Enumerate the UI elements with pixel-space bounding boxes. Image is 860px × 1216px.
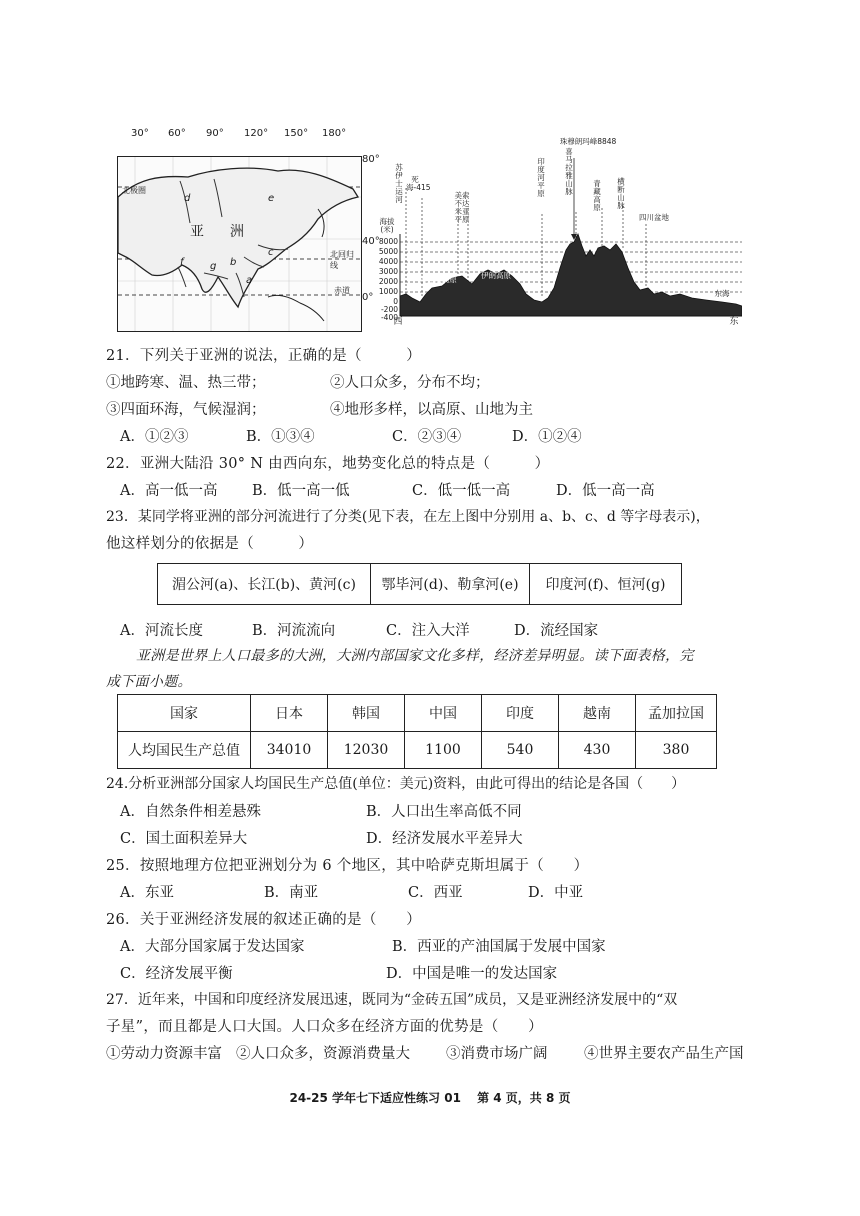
profile-feature-label: 喜马拉雅山脉 bbox=[565, 147, 573, 196]
table-cell: 12030 bbox=[328, 732, 405, 769]
q27-statement: ③消费市场广阔 bbox=[446, 1046, 548, 1062]
q24-stem: 24.分析亚洲部分国家人均国民生产总值(单位：美元)资料，由此可得出的结论是各国（ ） bbox=[106, 776, 686, 792]
lon-label: 150° bbox=[284, 128, 309, 139]
river-letter: e bbox=[268, 193, 275, 204]
table-row bbox=[118, 732, 717, 769]
section-intro-line2: 成下面小题。 bbox=[106, 674, 192, 690]
q22-option-c[interactable]: C．低一低一高 bbox=[412, 483, 511, 499]
q21-statement: ④地形多样，以高原、山地为主 bbox=[330, 402, 533, 418]
q24-option-a[interactable]: A．自然条件相差悬殊 bbox=[120, 804, 261, 820]
profile-feature-label: 印度河平原 bbox=[537, 157, 545, 198]
everest-label: 珠穆朗玛峰8848 bbox=[559, 137, 617, 146]
profile-region-label: 东海 bbox=[714, 289, 730, 298]
profile-tick: -400 bbox=[380, 313, 398, 322]
map-frame bbox=[117, 156, 362, 332]
page-footer: 24-25 学年七下适应性练习 01 第 4 页，共 8 页 bbox=[289, 1091, 571, 1105]
lon-label: 180° bbox=[322, 128, 347, 139]
q25-option-a[interactable]: A．东亚 bbox=[120, 885, 174, 901]
profile-feature-label: 苏伊士运河 bbox=[395, 163, 403, 204]
table-cell: 540 bbox=[482, 732, 559, 769]
profile-feature-label: 青藏高原 bbox=[593, 179, 601, 212]
profile-tick: 1000 bbox=[378, 287, 398, 296]
river-letter: c bbox=[268, 247, 274, 258]
profile-tick: 0 bbox=[393, 297, 398, 306]
q23-option-c[interactable]: C．注入大洋 bbox=[386, 623, 470, 639]
q22-stem: 22．亚洲大陆沿 30° N 由西向东，地势变化总的特点是（ ） bbox=[106, 456, 550, 472]
table-cell: 34010 bbox=[251, 732, 328, 769]
profile-region-label: 长江中下游平原 bbox=[655, 283, 709, 292]
table-cell: 日本 bbox=[251, 695, 328, 732]
q27-statement: ④世界主要农产品生产国 bbox=[584, 1046, 744, 1062]
profile-drawing bbox=[376, 138, 742, 328]
q21-statement: ②人口众多，分布不均； bbox=[330, 375, 490, 391]
q23-option-b[interactable]: B．河流流向 bbox=[252, 623, 336, 639]
table-cell: 越南 bbox=[559, 695, 636, 732]
asia-char-1: 亚 bbox=[190, 224, 204, 240]
gnp-table-header bbox=[118, 695, 717, 732]
profile-tick: 8000 bbox=[378, 237, 398, 246]
q24-option-d[interactable]: D．经济发展水平差异大 bbox=[366, 831, 523, 847]
q21-option-b[interactable]: B．①③④ bbox=[246, 429, 315, 445]
profile-tick: -200 bbox=[380, 305, 398, 314]
map-drawing bbox=[118, 157, 361, 331]
q24-option-b[interactable]: B．人口出生率高低不同 bbox=[366, 804, 522, 820]
table-cell: 韩国 bbox=[328, 695, 405, 732]
q25-option-c[interactable]: C．西亚 bbox=[408, 885, 463, 901]
lat-label: 40° bbox=[362, 236, 380, 247]
table-cell: 380 bbox=[636, 732, 717, 769]
river-group: 印度河(f)、恒河(g) bbox=[529, 564, 681, 604]
river-classification-table bbox=[157, 563, 682, 605]
east-label: 东 bbox=[729, 317, 739, 327]
lon-label: 60° bbox=[168, 128, 186, 139]
river-group: 鄂毕河(d)、勒拿河(e) bbox=[370, 564, 529, 604]
equator-label: 赤道 bbox=[334, 286, 350, 295]
q27-stem-line1: 27．近年来，中国和印度经济发展迅速，既同为“金砖五国”成员，又是亚洲经济发展中的“双 bbox=[106, 992, 678, 1008]
profile-region-label: 阿拉伯高原 bbox=[419, 275, 457, 284]
profile-axis-title: 海拔(米) bbox=[379, 217, 395, 234]
river-letter: g bbox=[210, 261, 217, 272]
river-group: 湄公河(a)、长江(b)、黄河(c) bbox=[172, 577, 356, 593]
lat-label: 80° bbox=[362, 154, 380, 165]
table-cell: 430 bbox=[559, 732, 636, 769]
q23-option-d[interactable]: D．流经国家 bbox=[514, 623, 599, 639]
west-label: 西 bbox=[393, 317, 403, 327]
q27-statement: ①劳动力资源丰富 bbox=[106, 1046, 222, 1062]
profile-tick: 4000 bbox=[378, 257, 398, 266]
q21-statement: ③四面环海，气候湿润； bbox=[106, 402, 266, 418]
q22-option-b[interactable]: B．低一高一低 bbox=[252, 483, 350, 499]
river-letter: d bbox=[184, 193, 191, 204]
table-cell: 国家 bbox=[118, 695, 251, 732]
profile-feature-label: 美索不达米亚平原 bbox=[454, 191, 470, 224]
profile-feature-label: 死海-415 bbox=[406, 175, 431, 192]
q24-option-c[interactable]: C．国土面积差异大 bbox=[120, 831, 248, 847]
lon-label: 90° bbox=[206, 128, 224, 139]
profile-feature-label: 横断山脉 bbox=[617, 177, 625, 210]
q21-stem: 21．下列关于亚洲的说法，正确的是（ ） bbox=[106, 348, 422, 364]
section-intro-line1: 亚洲是世界上人口最多的大洲，大洲内部国家文化多样，经济差异明显。读下面表格，完 bbox=[136, 648, 694, 664]
q26-option-d[interactable]: D．中国是唯一的发达国家 bbox=[386, 966, 558, 982]
q25-stem: 25．按照地理方位把亚洲划分为 6 个地区，其中哈萨克斯坦属于（ ） bbox=[106, 858, 589, 874]
profile-region-label: 伊朗高原 bbox=[481, 271, 511, 280]
q23-option-a[interactable]: A．河流长度 bbox=[120, 623, 203, 639]
q23-stem-line1: 23．某同学将亚洲的部分河流进行了分类(见下表，在左上图中分别用 a、b、c、d 等字母表示)， bbox=[106, 509, 710, 525]
table-cell: 人均国民生产总值 bbox=[118, 732, 251, 769]
terrain-profile bbox=[376, 138, 742, 328]
table-cell: 中国 bbox=[405, 695, 482, 732]
profile-tick: 2000 bbox=[378, 277, 398, 286]
q23-stem-line2: 他这样划分的依据是（ ） bbox=[106, 536, 314, 552]
arctic-circle-label: 北极圈 bbox=[122, 186, 146, 195]
q26-option-c[interactable]: C．经济发展平衡 bbox=[120, 966, 233, 982]
q27-stem-line2: 子星”，而且都是人口大国。人口众多在经济方面的优势是（ ） bbox=[106, 1019, 543, 1035]
lat-label: 0° bbox=[362, 292, 374, 303]
q26-option-a[interactable]: A．大部分国家属于发达国家 bbox=[120, 939, 305, 955]
lon-label: 120° bbox=[244, 128, 269, 139]
q21-option-d[interactable]: D．①②④ bbox=[512, 429, 582, 445]
river-letter: b bbox=[230, 257, 237, 268]
profile-feature-label: 四川盆地 bbox=[639, 213, 669, 222]
river-letter: f bbox=[180, 257, 184, 268]
tropic-label: 北回归线 bbox=[330, 250, 354, 270]
gnp-table bbox=[117, 694, 717, 769]
profile-tick: 3000 bbox=[378, 267, 398, 276]
q21-statement: ①地跨寒、温、热三带； bbox=[106, 375, 266, 391]
river-letter: a bbox=[246, 275, 253, 286]
q25-option-d[interactable]: D．中亚 bbox=[528, 885, 584, 901]
q27-statement: ②人口众多，资源消费量大 bbox=[236, 1046, 410, 1062]
lon-label: 30° bbox=[131, 128, 149, 139]
q22-option-d[interactable]: D．低一高一高 bbox=[556, 483, 655, 499]
asia-char-2: 洲 bbox=[230, 224, 244, 240]
q26-option-b[interactable]: B．西亚的产油国属于发展中国家 bbox=[392, 939, 606, 955]
q26-stem: 26．关于亚洲经济发展的叙述正确的是（ ） bbox=[106, 912, 422, 928]
profile-tick: 5000 bbox=[378, 247, 398, 256]
table-cell: 1100 bbox=[405, 732, 482, 769]
table-cell: 印度 bbox=[482, 695, 559, 732]
q21-option-a[interactable]: A．①②③ bbox=[120, 429, 189, 445]
q21-option-c[interactable]: C．②③④ bbox=[392, 429, 462, 445]
table-cell: 孟加拉国 bbox=[636, 695, 717, 732]
q25-option-b[interactable]: B．南亚 bbox=[264, 885, 319, 901]
q22-option-a[interactable]: A．高一低一高 bbox=[120, 483, 218, 499]
